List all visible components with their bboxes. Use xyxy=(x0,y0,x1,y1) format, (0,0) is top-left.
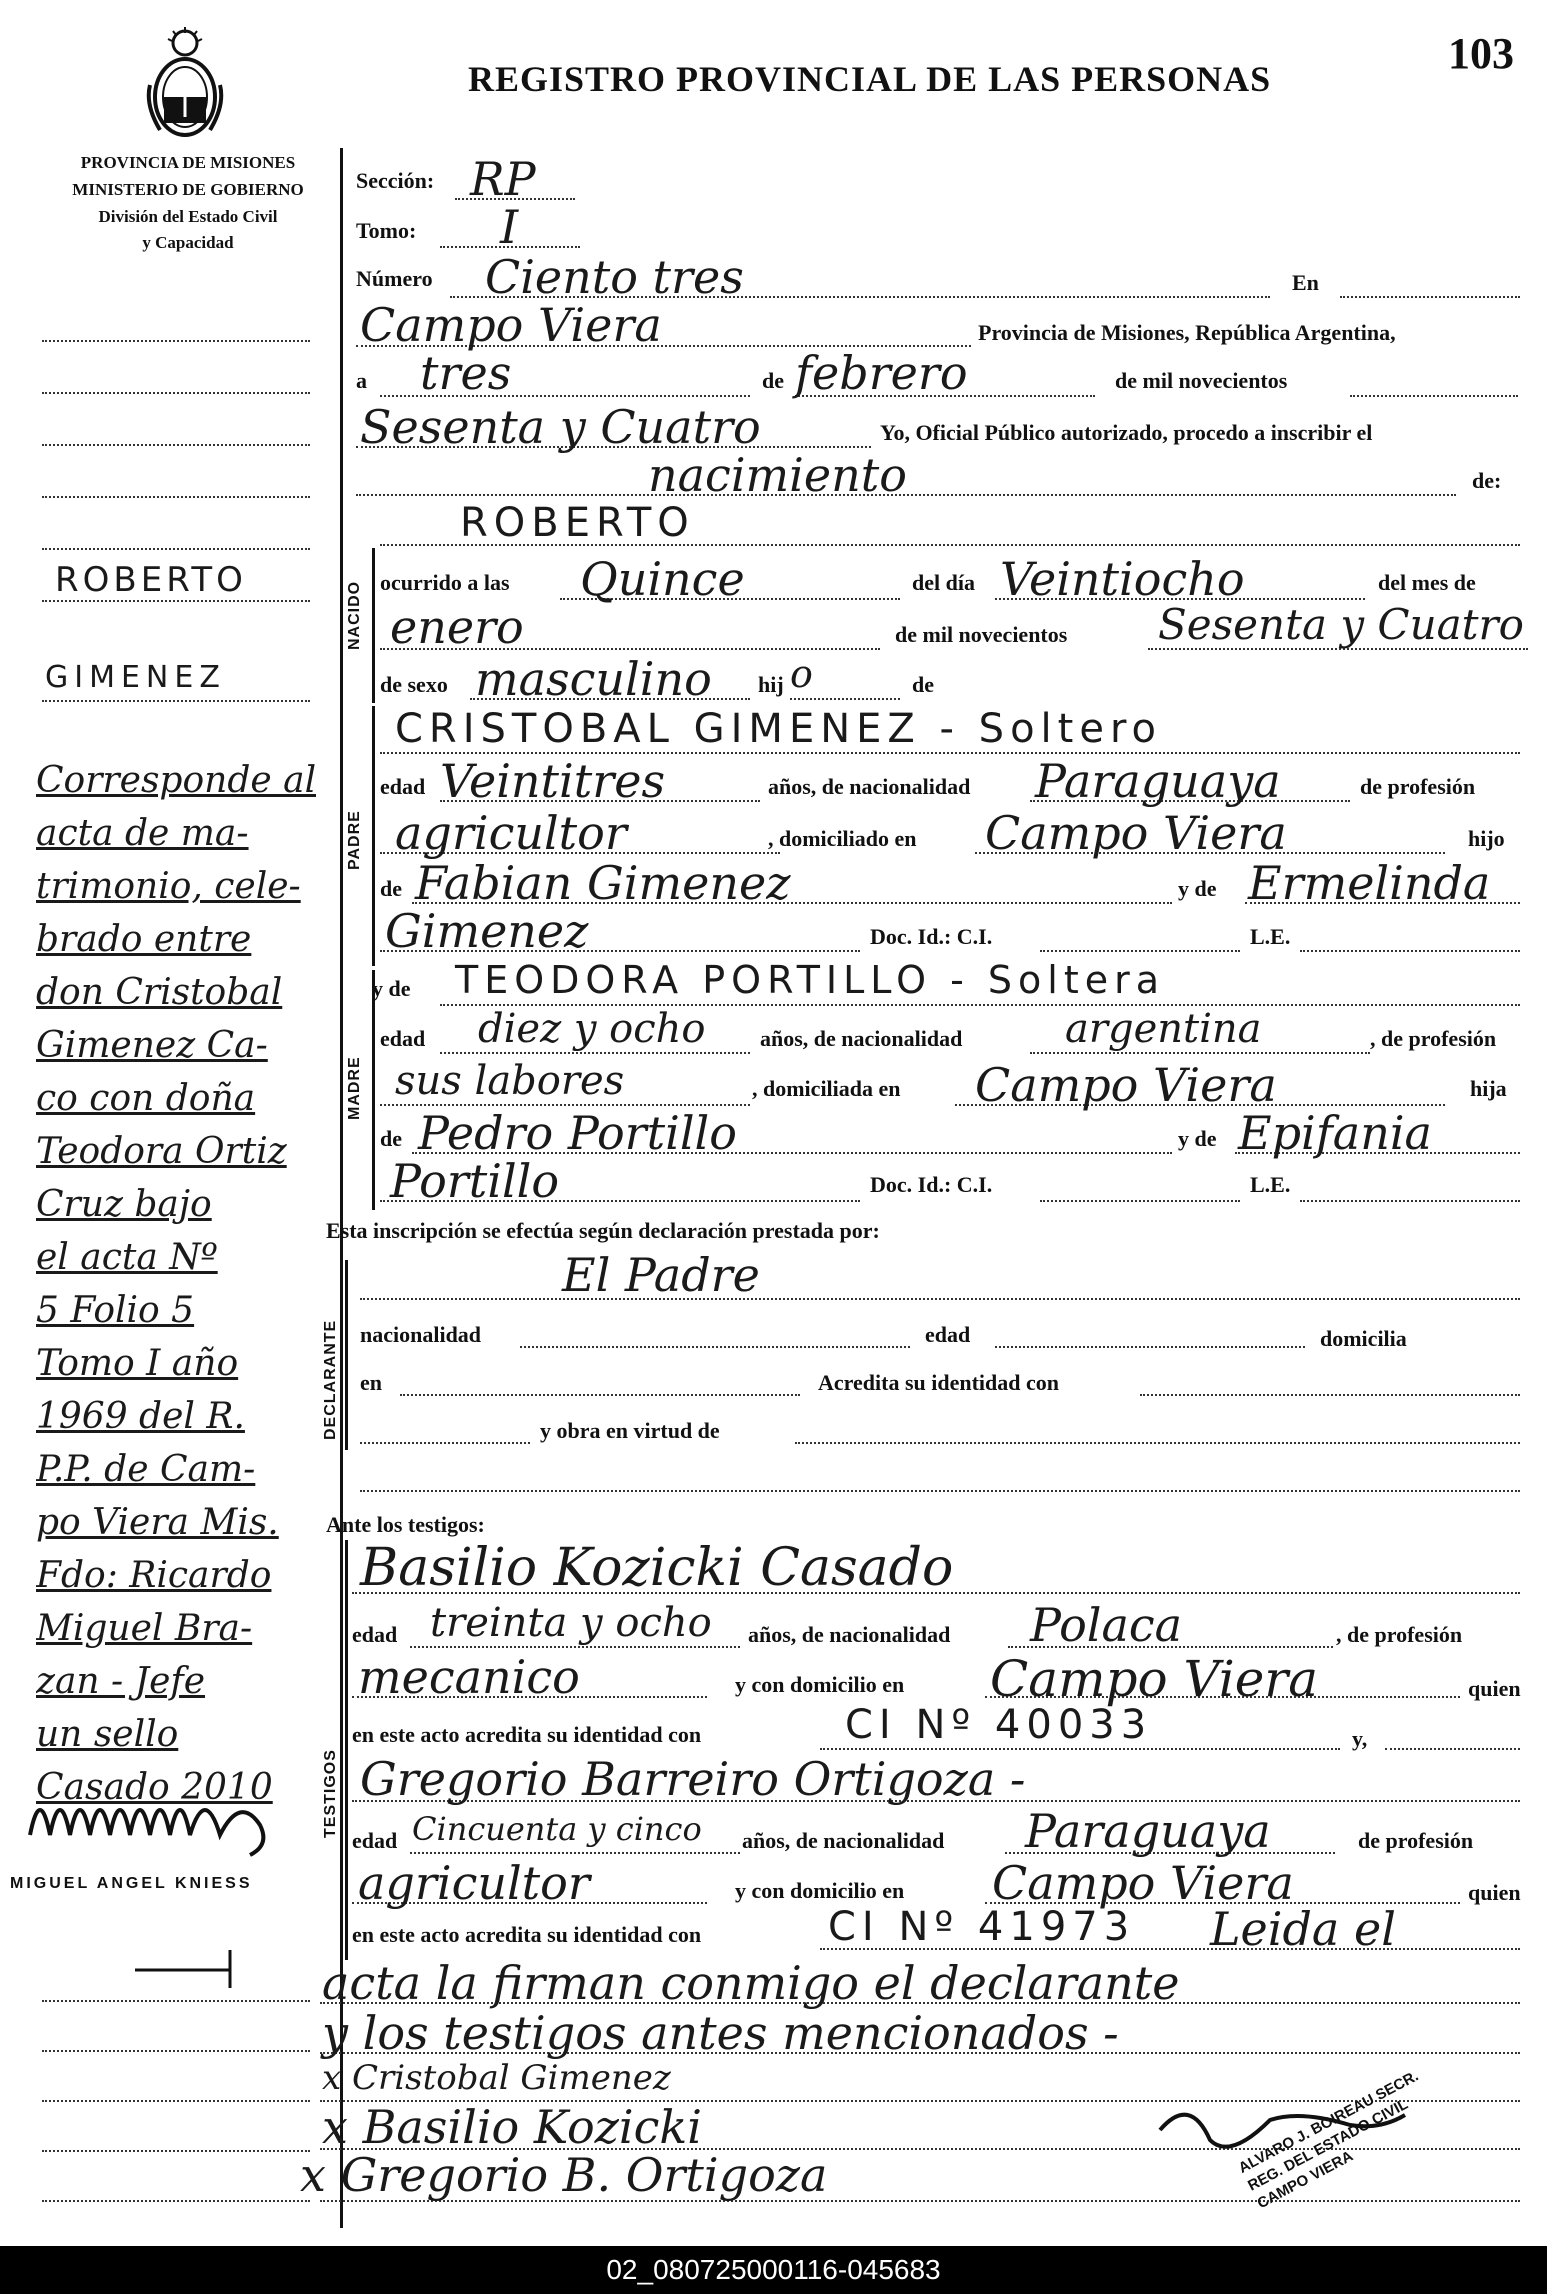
testigos-section-border xyxy=(345,1540,348,1960)
margin-note-line: Corresponde al xyxy=(36,760,316,801)
madre-padre-value: Pedro Portillo xyxy=(418,1106,737,1160)
testigo1-acredita-label: en este acto acredita su identidad con xyxy=(352,1722,702,1747)
padre-label: PADRE xyxy=(346,810,363,870)
declarante-intro: Esta inscripción se efectúa según declaración prestada por: xyxy=(326,1218,880,1243)
madre-profesion-value: sus labores xyxy=(395,1058,625,1104)
padre-madre-value: Ermelinda xyxy=(1248,856,1491,910)
margin-rule xyxy=(42,700,310,702)
testigo1-name: Basilio Kozicki Casado xyxy=(360,1538,954,1598)
testigo1-profesion-label: , de profesión xyxy=(1336,1622,1463,1647)
a-label: a xyxy=(356,368,367,393)
testigo1-id-value: CI Nº 40033 xyxy=(845,1702,1153,1748)
madre-y-de2-label: y de xyxy=(1178,1126,1217,1151)
hora-label: ocurrido a las xyxy=(380,570,510,595)
hijo-suffix-line xyxy=(790,698,900,700)
margin-note-line: Miguel Bra- xyxy=(36,1608,253,1649)
madre-domicilio-value: Campo Viera xyxy=(975,1058,1277,1112)
margin-note-line: Gimenez Ca- xyxy=(36,1025,268,1066)
testigo2-edad-value: Cincuenta y cinco xyxy=(412,1810,702,1848)
act-value: nacimiento xyxy=(648,448,907,502)
madre-section-border xyxy=(372,970,375,1210)
declarante-nacionalidad-line xyxy=(520,1346,910,1348)
madre-de-label: de xyxy=(380,1126,402,1151)
sexo-label: de sexo xyxy=(380,672,448,697)
day-value: tres xyxy=(420,346,512,400)
testigo1-nacionalidad-label: años, de nacionalidad xyxy=(748,1622,951,1647)
testigos-label: TESTIGOS xyxy=(322,1749,339,1838)
margin-note-line: brado entre xyxy=(36,919,252,960)
testigo2-nacionalidad-label: años, de nacionalidad xyxy=(742,1828,945,1853)
declarante-acredita-line xyxy=(1140,1394,1520,1396)
en-label: En xyxy=(1292,270,1319,295)
document-title: REGISTRO PROVINCIAL DE LAS PERSONAS xyxy=(468,59,1272,99)
anio-value: Sesenta y Cuatro xyxy=(1158,600,1524,649)
padre-le-label: L.E. xyxy=(1250,924,1291,949)
closing-line-3: y los testigos antes mencionados - xyxy=(322,2006,1119,2060)
testigo1-domicilio-label: y con domicilio en xyxy=(735,1672,905,1697)
padre-nacionalidad-label: años, de nacionalidad xyxy=(768,774,971,799)
en-line xyxy=(1340,296,1520,298)
declarante-obra-line xyxy=(795,1442,1520,1444)
padre-profesion-label: de profesión xyxy=(1360,774,1476,799)
testigo1-edad-label: edad xyxy=(352,1622,398,1647)
year-prefix-label: de mil novecientos xyxy=(1115,368,1288,393)
declarante-obra-line-a xyxy=(360,1442,530,1444)
testigo2-name: Gregorio Barreiro Ortigoza - xyxy=(360,1752,1026,1806)
margin-rule xyxy=(42,392,310,394)
madre-edad-label: edad xyxy=(380,1026,426,1051)
madre-ci-line xyxy=(1040,1200,1240,1202)
declarante-domicilio-label: domicilia xyxy=(1320,1326,1407,1351)
org-line-1: PROVINCIA DE MISIONES xyxy=(80,153,296,172)
margin-name-2: GIMENEZ xyxy=(45,660,226,695)
padre-de-label: de xyxy=(380,876,402,901)
padre-doc-label: Doc. Id.: C.I. xyxy=(870,924,993,949)
padre-profesion-value: agricultor xyxy=(395,806,627,860)
margin-note-line: Fdo: Ricardo xyxy=(36,1555,272,1596)
org-line-4: y Capacidad xyxy=(142,233,234,252)
declarante-obra-label: y obra en virtud de xyxy=(540,1418,720,1443)
margin-note-line: 5 Folio 5 xyxy=(36,1290,195,1331)
margin-note-line: 1969 del R. xyxy=(36,1396,245,1437)
margin-note-line: P.P. de Cam- xyxy=(36,1449,256,1490)
de-colon-label: de: xyxy=(1472,468,1502,493)
testigo2-domicilio-label: y con domicilio en xyxy=(735,1878,905,1903)
testigo2-id-value: CI Nº 41973 xyxy=(828,1904,1136,1950)
anio-label: de mil novecientos xyxy=(895,622,1068,647)
hijo-suffix: o xyxy=(790,652,813,696)
main-left-border xyxy=(340,148,343,2228)
declarante-edad-label: edad xyxy=(925,1322,971,1347)
testigos-intro: Ante los testigos: xyxy=(326,1512,485,1537)
padre-madre-value-2: Gimenez xyxy=(385,904,589,958)
margin-note-line: un sello xyxy=(36,1714,179,1755)
testigo2-acredita-label: en este acto acredita su identidad con xyxy=(352,1922,702,1947)
declarante-acredita-label: Acredita su identidad con xyxy=(818,1370,1060,1395)
margin-note-line: Tomo I año xyxy=(36,1343,239,1384)
margin-note-line: po Viera Mis. xyxy=(36,1502,279,1543)
testigo2-domicilio-value: Campo Viera xyxy=(992,1856,1294,1910)
testigo1-y-label: y, xyxy=(1352,1726,1368,1751)
testigo2-edad-label: edad xyxy=(352,1828,398,1853)
margin-rule xyxy=(42,600,310,602)
padre-padre-value: Fabian Gimenez xyxy=(415,856,791,910)
padre-edad-label: edad xyxy=(380,774,426,799)
testigo1-quien-label: quien xyxy=(1468,1676,1521,1701)
page-number: 103 xyxy=(1448,29,1514,78)
signature-2: x Basilio Kozicki xyxy=(322,2100,702,2154)
officer-label: Yo, Oficial Público autorizado, procedo a inscribir el xyxy=(880,420,1373,445)
margin-rule xyxy=(42,496,310,498)
testigo2-edad-line xyxy=(410,1852,740,1854)
month-value: febrero xyxy=(795,346,968,400)
madre-edad-value: diez y ocho xyxy=(478,1006,706,1052)
margin-note-line: trimonio, cele- xyxy=(36,866,301,907)
padre-name: CRISTOBAL GIMENEZ - Soltero xyxy=(395,706,1162,752)
org-line-2: MINISTERIO DE GOBIERNO xyxy=(72,180,304,199)
scan-id-footer: 02_080725000116-045683 xyxy=(0,2246,1547,2294)
margin-rule xyxy=(42,2100,310,2102)
registrant-name: ROBERTO xyxy=(460,500,695,546)
padre-le-line xyxy=(1300,950,1520,952)
declarante-en-line xyxy=(400,1394,800,1396)
madre-name: TEODORA PORTILLO - Soltera xyxy=(455,958,1166,1002)
margin-note-line: el acta Nº xyxy=(36,1237,218,1278)
declarante-section-border xyxy=(345,1260,348,1450)
madre-doc-label: Doc. Id.: C.I. xyxy=(870,1172,993,1197)
nacido-de-label: de xyxy=(912,672,934,697)
testigo1-edad-line xyxy=(410,1646,740,1648)
numero-value: Ciento tres xyxy=(485,250,744,304)
padre-section-border xyxy=(372,706,375,966)
madre-le-line xyxy=(1300,1200,1520,1202)
official-stamp-text: ALVARO J. BOIREAU SECR. REG. DEL ESTADO CIVIL CAMPO VIERA xyxy=(1235,2067,1422,2213)
margin-rule xyxy=(42,2200,310,2202)
dia-label: del día xyxy=(912,570,975,595)
declarante-edad-line xyxy=(995,1346,1305,1348)
year-value: Sesenta y Cuatro xyxy=(360,400,761,454)
declarante-blank-line xyxy=(360,1490,1520,1492)
official-stamp xyxy=(1235,2053,1494,2267)
margin-stamp-mark xyxy=(130,1940,240,1990)
margin-rule xyxy=(42,2050,310,2052)
margin-signature xyxy=(20,1775,290,1870)
madre-madre-value: Epifania xyxy=(1238,1106,1432,1160)
testigo1-edad-value: treinta y ocho xyxy=(430,1600,712,1646)
province-label: Provincia de Misiones, República Argentina, xyxy=(978,320,1396,345)
margin-note-line: Teodora Ortiz xyxy=(36,1131,287,1172)
testigo2-profesion-label: de profesión xyxy=(1358,1828,1474,1853)
testigo2-nacionalidad-value: Paraguaya xyxy=(1025,1804,1271,1858)
signature-3: x Gregorio B. Ortigoza xyxy=(300,2148,828,2202)
de-label: de xyxy=(762,368,784,393)
testigo1-id-line xyxy=(820,1748,1340,1750)
margin-name-1: ROBERTO xyxy=(55,560,247,600)
testigo2-profesion-value: agricultor xyxy=(358,1856,590,1910)
margin-note-line: Casado 2010 xyxy=(36,1767,273,1808)
margin-rule xyxy=(42,2000,310,2002)
testigo1-y-line xyxy=(1385,1748,1520,1750)
declarante-label: DECLARANTE xyxy=(322,1319,339,1440)
margin-note-line: don Cristobal xyxy=(36,972,283,1013)
margin-note-line: co con doña xyxy=(36,1078,256,1119)
padre-nacionalidad-value: Paraguaya xyxy=(1035,754,1281,808)
testigo1-domicilio-value: Campo Viera xyxy=(990,1650,1319,1708)
closing-line-1: Leida el xyxy=(1210,1902,1396,1956)
padre-hijo-label: hijo xyxy=(1468,826,1505,851)
declarante-value: El Padre xyxy=(562,1248,760,1302)
coat-of-arms-icon xyxy=(140,25,230,145)
declarante-en-label: en xyxy=(360,1370,382,1395)
margin-note-line: acta de ma- xyxy=(36,813,249,854)
madre-madre-value-2: Portillo xyxy=(390,1154,560,1208)
tomo-value: I xyxy=(500,200,519,254)
mes-value: enero xyxy=(390,600,524,654)
madre-nacionalidad-label: años, de nacionalidad xyxy=(760,1026,963,1051)
hora-value: Quince xyxy=(580,552,745,606)
seccion-label: Sección: xyxy=(356,168,435,193)
testigo1-nacionalidad-value: Polaca xyxy=(1030,1598,1183,1652)
testigo1-profesion-value: mecanico xyxy=(358,1650,580,1704)
madre-edad-line xyxy=(440,1052,750,1054)
hijo-label: hij xyxy=(758,672,784,697)
nacido-label: NACIDO xyxy=(346,580,363,650)
madre-hija-label: hija xyxy=(1470,1076,1507,1101)
declarante-value-line xyxy=(360,1298,1520,1300)
margin-rule xyxy=(42,444,310,446)
seccion-value: RP xyxy=(470,152,536,206)
margin-rule xyxy=(42,2150,310,2152)
testigo2-quien-label: quien xyxy=(1468,1880,1521,1905)
margin-note-line: Cruz bajo xyxy=(36,1184,212,1225)
margin-rule xyxy=(42,548,310,550)
sexo-value: masculino xyxy=(475,652,712,706)
padre-domicilio-value: Campo Viera xyxy=(985,806,1287,860)
margin-rule xyxy=(42,340,310,342)
signature-1: x Cristobal Gimenez xyxy=(322,2058,671,2098)
place-value: Campo Viera xyxy=(360,298,662,352)
padre-ci-line xyxy=(1040,950,1240,952)
padre-edad-value: Veintitres xyxy=(440,754,666,808)
closing-line-2: acta la firman conmigo el declarante xyxy=(322,1956,1180,2010)
org-line-3: División del Estado Civil xyxy=(98,207,278,226)
dia-value: Veintiocho xyxy=(1000,552,1245,606)
madre-le-label: L.E. xyxy=(1250,1172,1291,1197)
padre-y-de-label: y de xyxy=(1178,876,1217,901)
madre-nacionalidad-value: argentina xyxy=(1065,1006,1262,1052)
numero-label: Número xyxy=(356,266,433,291)
nacido-section-border xyxy=(372,548,375,703)
padre-domicilio-label: , domiciliado en xyxy=(768,826,917,851)
madre-domicilio-label: , domiciliada en xyxy=(752,1076,901,1101)
madre-nacionalidad-line xyxy=(1030,1052,1370,1054)
madre-label: MADRE xyxy=(346,1056,363,1120)
mes-label: del mes de xyxy=(1378,570,1476,595)
year-prefix-line xyxy=(1350,395,1518,397)
declarante-nacionalidad-label: nacionalidad xyxy=(360,1322,482,1347)
madre-profesion-label: , de profesión xyxy=(1370,1026,1497,1051)
madre-y-de-label: y de xyxy=(372,976,411,1001)
tomo-label: Tomo: xyxy=(356,218,417,243)
margin-note-line: zan - Jefe xyxy=(36,1661,206,1702)
margin-stamp: MIGUEL ANGEL KNIESS xyxy=(10,1875,253,1892)
